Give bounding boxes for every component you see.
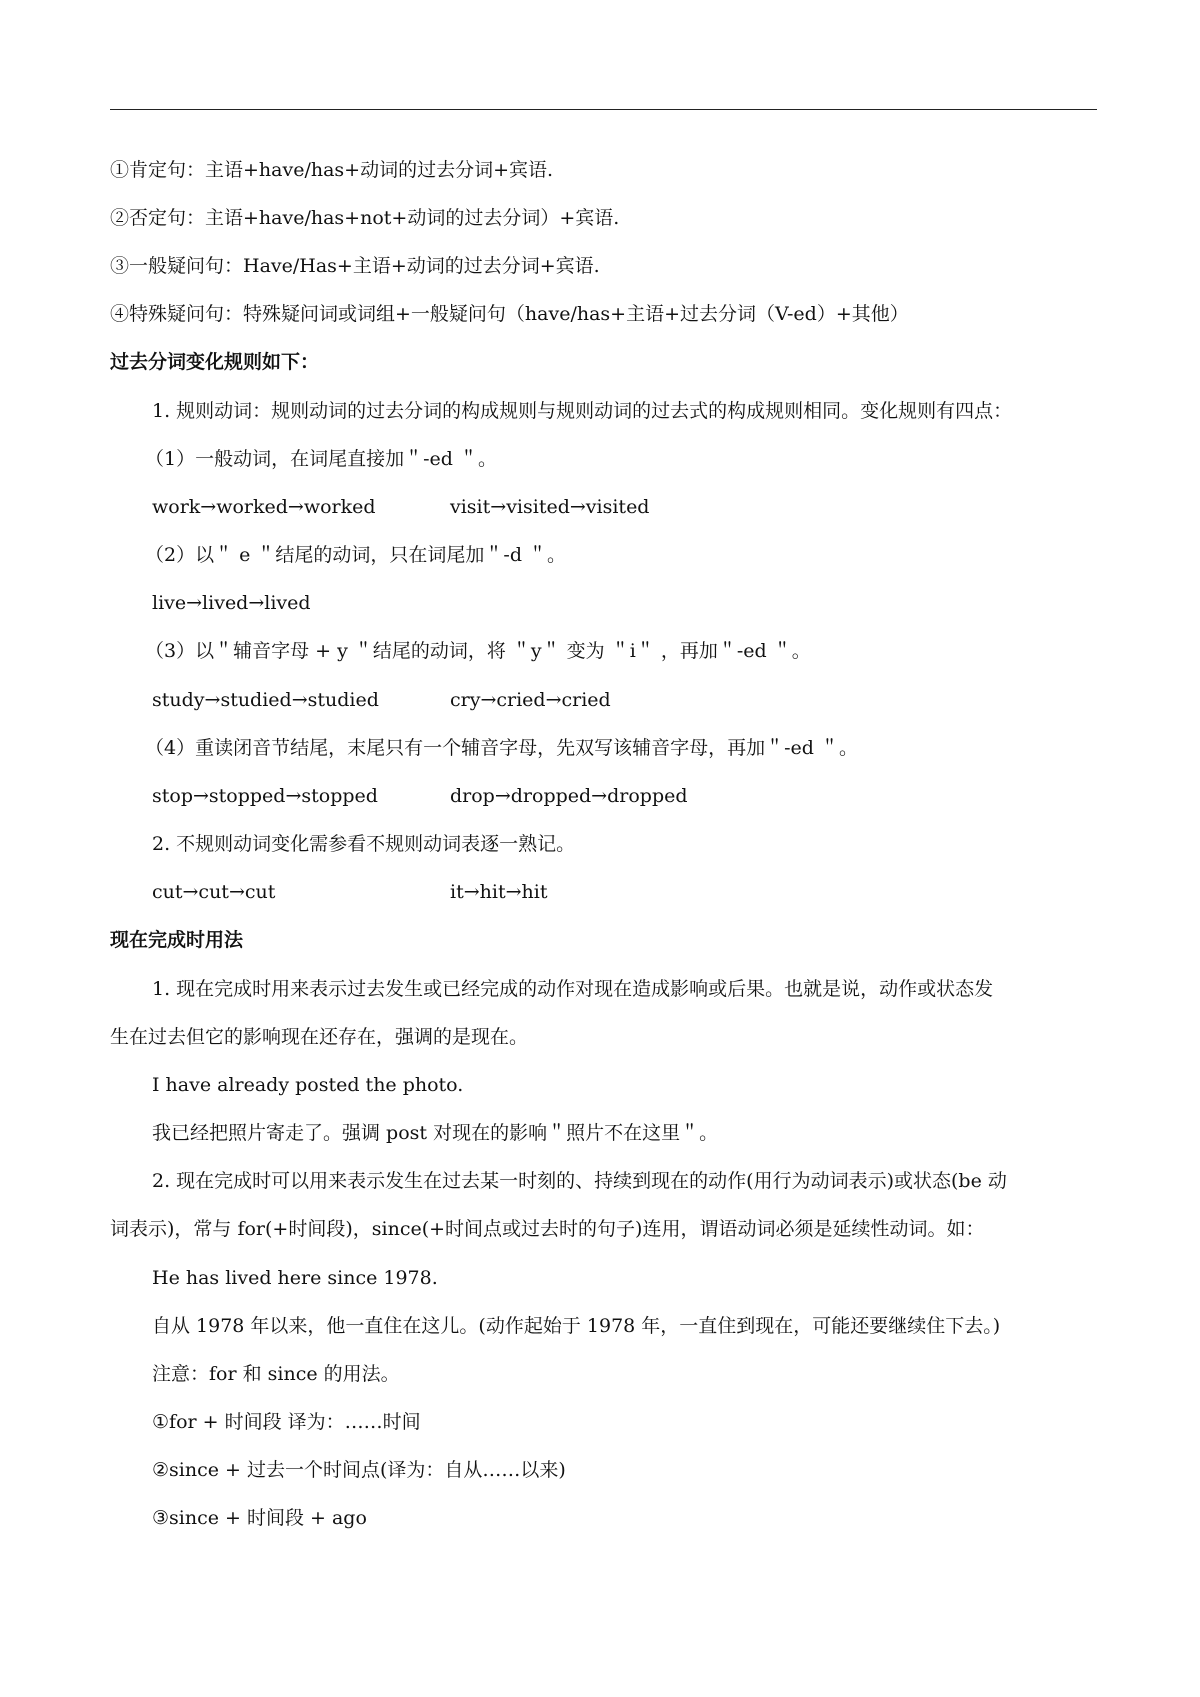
example-4b: drop→dropped→dropped [450, 785, 688, 807]
example-1a: work→worked→worked [152, 496, 376, 518]
rule-2: （2）以＂ e ＂结尾的动词，只在词尾加＂-d ＂。 [145, 544, 567, 566]
special-question-form: ④特殊疑问句：特殊疑问词或词组+一般疑问句（have/has+主语+过去分词（V-ed）+其他） [110, 303, 909, 325]
note-item-1: ①for + 时间段 译为：……时间 [152, 1411, 421, 1433]
usage-1-line1: 1. 现在完成时用来表示过去发生或已经完成的动作对现在造成影响或后果。也就是说，动作或状态发 [152, 978, 994, 1000]
example-5a: cut→cut→cut [152, 881, 276, 903]
for-since-note: 注意：for 和 since 的用法。 [152, 1363, 400, 1385]
rule-4: （4）重读闭音节结尾，末尾只有一个辅音字母，先双写该辅音字母，再加＂-ed ＂。 [145, 737, 858, 759]
pp-rules-heading: 过去分词变化规则如下： [110, 351, 320, 373]
usage-heading: 现在完成时用法 [110, 929, 244, 951]
usage-2-line1: 2. 现在完成时可以用来表示发生在过去某一时刻的、持续到现在的动作(用行为动词表示)或状态(be 动 [152, 1170, 1007, 1192]
irregular-verb-note: 2. 不规则动词变化需参看不规则动词表逐一熟记。 [152, 833, 576, 855]
example-4a: stop→stopped→stopped [152, 785, 378, 807]
note-item-3: ③since + 时间段 + ago [152, 1507, 367, 1529]
example-3b: cry→cried→cried [450, 689, 611, 711]
rule-1: （1）一般动词，在词尾直接加＂-ed ＂。 [145, 448, 497, 470]
rule-3: （3）以＂辅音字母 + y ＂结尾的动词，将 ＂y＂ 变为 ＂i＂ ，再加＂-ed ＂。 [145, 640, 811, 662]
example-5b: it→hit→hit [450, 881, 548, 903]
regular-verb-intro: 1. 规则动词：规则动词的过去分词的构成规则与规则动词的过去式的构成规则相同。变化规则有四点： [152, 400, 1013, 422]
example-1b: visit→visited→visited [450, 496, 650, 518]
usage-2-example: He has lived here since 1978. [152, 1267, 438, 1289]
example-3a: study→studied→studied [152, 689, 379, 711]
negative-form: ②否定句：主语+have/has+not+动词的过去分词）+宾语. [110, 207, 620, 229]
note-item-2: ②since + 过去一个时间点(译为：自从……以来) [152, 1459, 566, 1481]
usage-1-example: I have already posted the photo. [152, 1074, 464, 1096]
general-question-form: ③一般疑问句：Have/Has+主语+动词的过去分词+宾语. [110, 255, 600, 277]
usage-1-translation: 我已经把照片寄走了。强调 post 对现在的影响＂照片不在这里＂。 [152, 1122, 719, 1144]
usage-2-translation: 自从 1978 年以来，他一直住在这儿。(动作起始于 1978 年，一直住到现在，可能还要继续住下去。) [152, 1315, 1001, 1337]
usage-1-line2: 生在过去但它的影响现在还存在，强调的是现在。 [110, 1026, 529, 1048]
example-2a: live→lived→lived [152, 592, 311, 614]
header-rule [110, 109, 1097, 110]
affirmative-form: ①肯定句：主语+have/has+动词的过去分词+宾语. [110, 159, 554, 181]
usage-2-line2: 词表示)，常与 for(+时间段)，since(+时间点或过去时的句子)连用，谓语动词必须是延续性动词。如： [110, 1218, 985, 1240]
